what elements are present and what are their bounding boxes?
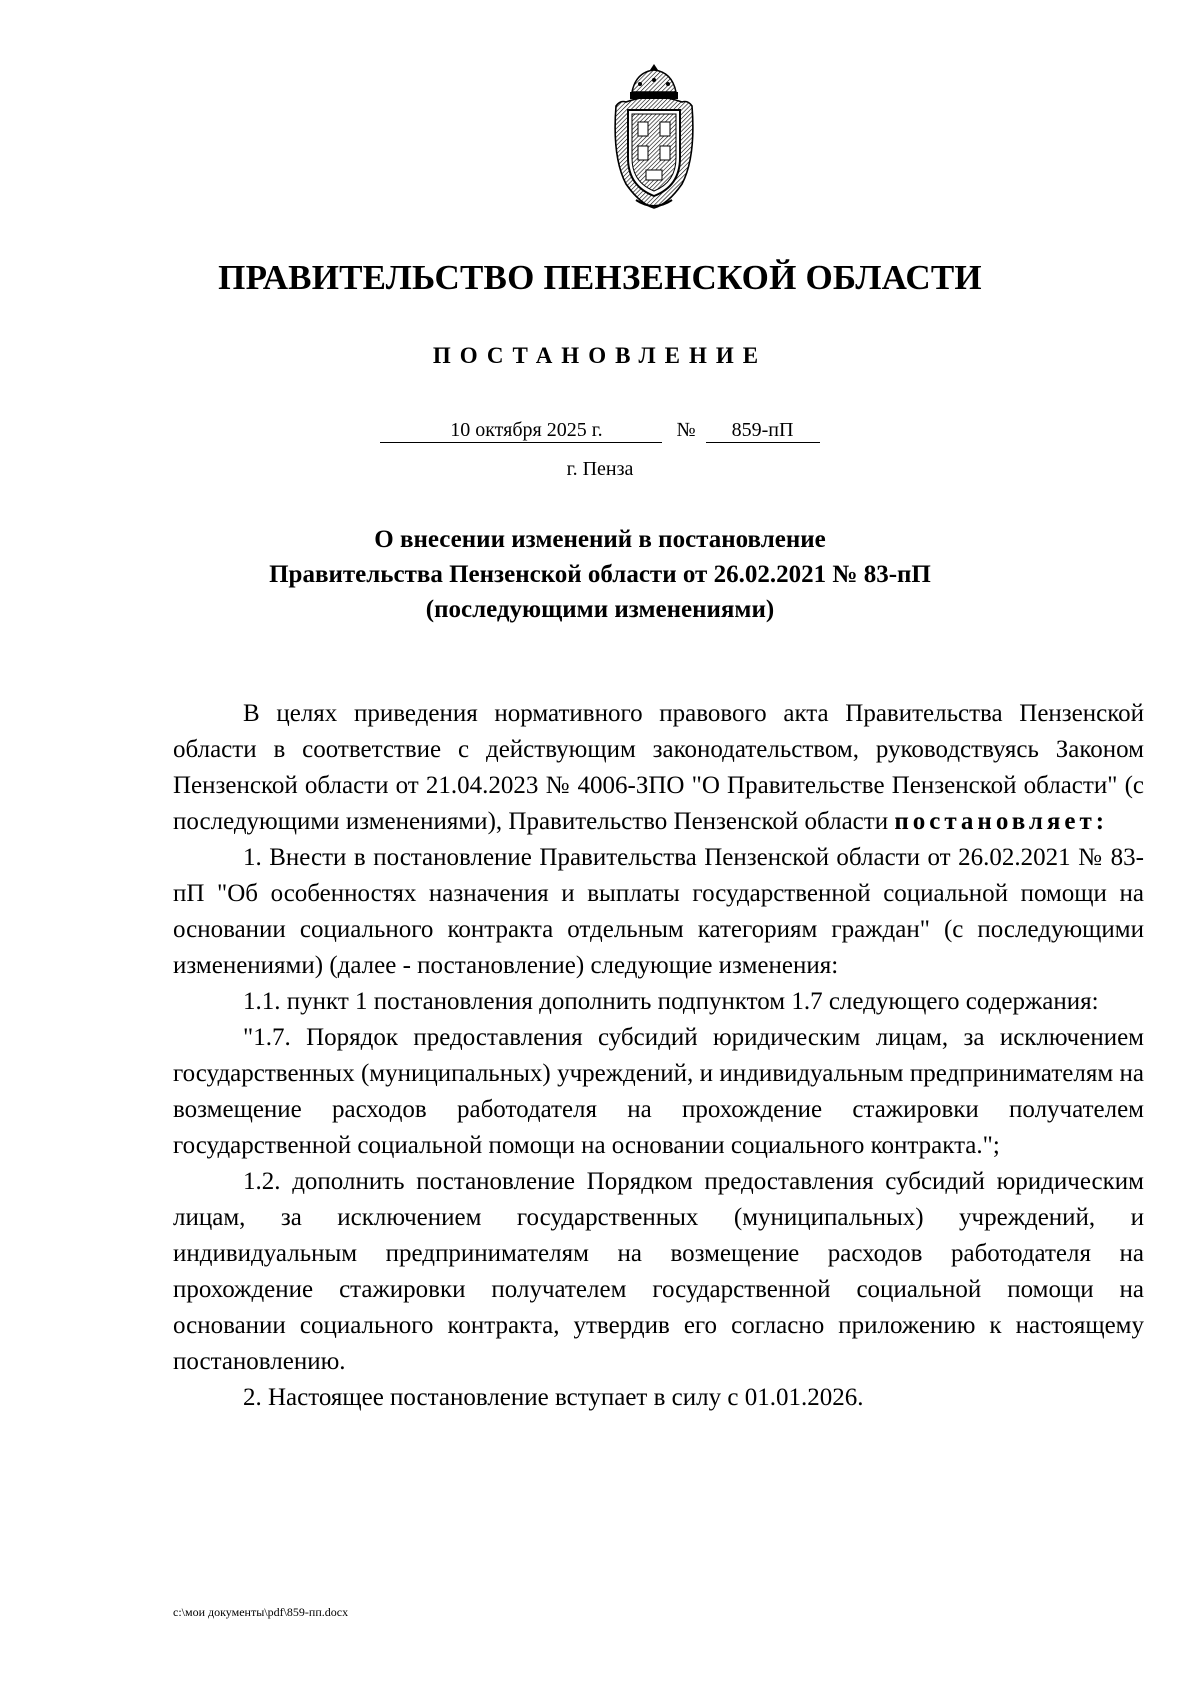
preamble-text: В целях приведения нормативного правового акта Правительства Пензенской области в соответствие с действующим законодательством, руководствуясь Законом Пензенской области от 21.04.2023 № 4006-ЗПО "О Правительстве Пензенской области" (с последующими изменениями), Правительство Пензенской области (173, 700, 1144, 835)
document-date: 10 октября 2025 г. (380, 418, 662, 443)
organization-name: ПРАВИТЕЛЬСТВО ПЕНЗЕНСКОЙ ОБЛАСТИ (218, 258, 982, 297)
paragraph-1-1-quote: "1.7. Порядок предоставления субсидий юридическим лицам, за исключением государственных (муниципальных) учреждений, и индивидуальным предпринимателям на возмещение расходов работодателя на прохождение стажировки получателем государственной социальной помощи на основании социального контракта."; (173, 1024, 1144, 1159)
title-line-2: Правительства Пензенской области от 26.02.2021 № 83-пП (269, 561, 931, 588)
title-line-1: О внесении изменений в постановление (374, 526, 826, 553)
paragraph-1-2: 1.2. дополнить постановление Порядком предоставления субсидий юридическим лицам, за исключением государственных (муниципальных) учреждений, и индивидуальным предпринимателям на возмещение расходов работодателя на прохождение стажировки получателем государственной социальной помощи на основании социального контракта, утвердив его согласно приложению к настоящему постановлению. (173, 1168, 1144, 1375)
city: г. Пенза (566, 458, 634, 480)
paragraph-1-1: 1.1. пункт 1 постановления дополнить подпунктом 1.7 следующего содержания: (243, 988, 1099, 1015)
resolves-word: постановляет: (894, 808, 1109, 835)
date-number-line (0, 418, 1200, 443)
paragraph-1: 1. Внести в постановление Правительства Пензенской области от 26.02.2021 № 83-пП "Об особенностях назначения и выплаты государственной социальной помощи на основании социального контракта отдельным категориям граждан" (с последующими изменениями) (далее - постановление) следующие изменения: (173, 844, 1144, 979)
document-number: 859-пП (706, 418, 820, 443)
paragraph-2: 2. Настоящее постановление вступает в силу с 01.01.2026. (243, 1384, 864, 1411)
document-title (0, 522, 1200, 627)
title-line-3: (последующими изменениями) (425, 596, 775, 623)
number-sign: № (676, 419, 696, 441)
document-body (173, 696, 1144, 1416)
document-type: ПОСТАНОВЛЕНИЕ (432, 343, 768, 368)
coat-of-arms-emblem (606, 62, 702, 212)
preamble-paragraph (173, 696, 1144, 840)
footer-file-path: c:\мои документы\pdf\859-пп.docx (173, 1605, 349, 1619)
